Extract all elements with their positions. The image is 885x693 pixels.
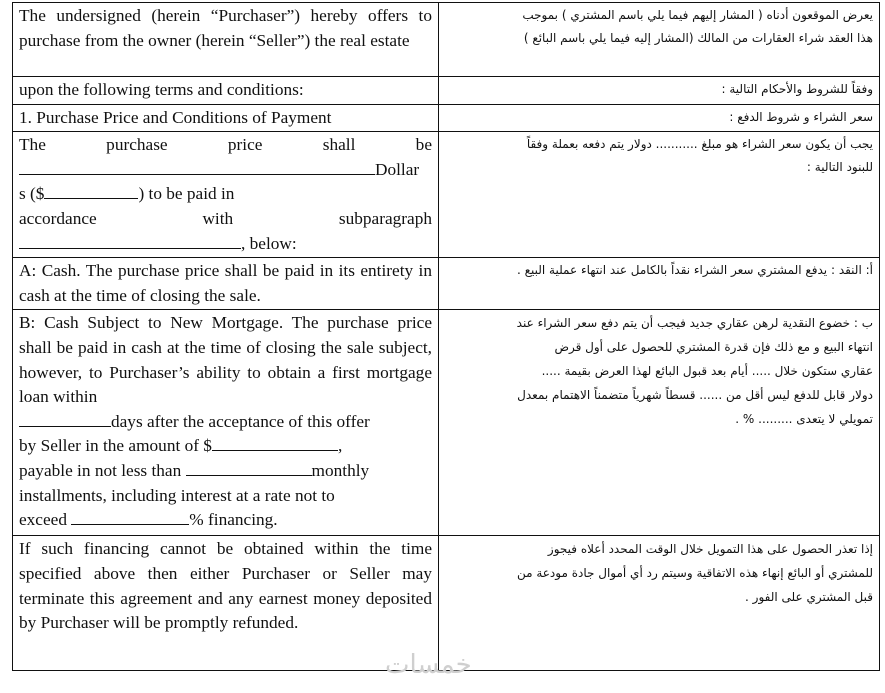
- word: Dollar: [375, 159, 420, 179]
- word: with: [202, 208, 234, 228]
- word: subparagraph: [338, 208, 432, 228]
- arabic-line: إذا تعذر الحصول على هذا التمويل خلال الوقت المحدد أعلاه فيجوز: [547, 542, 873, 557]
- arabic-line: قبل المشتري على الفور .: [745, 590, 873, 605]
- word: by Seller in the amount of $: [19, 436, 212, 456]
- arabic-line: للمشتري أو البائع إنهاء هذه الاتفاقية وسيتم رد أي أموال جادة مودعة من: [516, 566, 873, 581]
- word: days after the acceptance of this offer: [111, 411, 370, 431]
- english-text: B: Cash Subject to New Mortgage. The purchase price shall be paid in cash at the time of closing the sale subject, however, to Purchaser’s ability to obtain a first mortgage loan within: [19, 313, 432, 407]
- table-row: [13, 310, 880, 536]
- days-blank[interactable]: [19, 410, 111, 427]
- word: installments, including interest at a rate not to: [19, 485, 335, 505]
- table-row: [13, 258, 880, 310]
- arabic-line: أ: النقد : يدفع المشتري سعر الشراء نقداً بالكامل عند انتهاء عملية البيع .: [516, 263, 873, 278]
- word: ) to be paid in: [138, 184, 235, 204]
- arabic-line: انتهاء البيع و مع ذلك فإن قدرة المشتري للحصول على أول قرض: [554, 340, 873, 355]
- arabic-line: ب : خضوع النقدية لرهن عقاري جديد فيجب أن يتم دفع سعر الشراء عند: [516, 316, 873, 331]
- english-text: A: Cash. The purchase price shall be paid in its entirety in cash at the time of closing the sale.: [19, 261, 432, 305]
- arabic-line: للبنود التالية :: [806, 159, 873, 174]
- arabic-line: سعر الشراء و شروط الدفع :: [729, 109, 873, 124]
- section-heading-cell: [13, 104, 439, 132]
- english-cell: [13, 310, 439, 536]
- arabic-cell: [439, 310, 880, 536]
- arabic-line: عقاري ستكون خلال ..... أيام بعد قبول البائع لهذا العرض بقيمة .....: [541, 364, 873, 379]
- english-text: The undersigned (herein “Purchaser”) hereby offers to purchase from the owner (herein “Seller”) the real estate: [19, 6, 432, 50]
- arabic-cell: [439, 132, 880, 258]
- price-line-5: [19, 232, 432, 257]
- arabic-cell: [439, 104, 880, 132]
- word: , below:: [241, 233, 297, 253]
- mortgage-line-install: [19, 484, 432, 509]
- arabic-line: يجب أن يكون سعر الشراء هو مبلغ ........... دولار يتم دفعه بعملة وفقاً: [526, 137, 873, 152]
- arabic-cell: [439, 77, 880, 105]
- arabic-cell: [439, 258, 880, 310]
- arabic-cell: [439, 3, 880, 77]
- word: accordance: [19, 208, 97, 228]
- arabic-cell: [439, 536, 880, 671]
- price-line-2: [19, 158, 432, 183]
- table-row: [13, 104, 880, 132]
- price-line-4: [19, 207, 432, 232]
- price-line-1: [19, 133, 432, 158]
- table-row: [13, 3, 880, 77]
- rate-blank[interactable]: [71, 509, 189, 526]
- mortgage-line-payable: [19, 459, 432, 484]
- english-cell: [13, 258, 439, 310]
- word: be: [415, 135, 432, 155]
- loan-amount-blank[interactable]: [212, 435, 338, 452]
- price-amount-blank[interactable]: [19, 158, 375, 175]
- word: ,: [337, 436, 343, 456]
- english-text: upon the following terms and conditions:: [19, 80, 304, 99]
- word: shall: [322, 135, 356, 155]
- word: purchase: [106, 135, 168, 155]
- table-row: [13, 77, 880, 105]
- watermark-logo: خمسات: [385, 650, 472, 680]
- english-cell: [13, 536, 439, 671]
- arabic-line: يعرض الموقعون أدناه ( المشار إليهم فيما يلي باسم المشتري ) بموجب: [522, 8, 873, 22]
- word: The: [19, 135, 46, 155]
- installments-blank[interactable]: [186, 459, 312, 476]
- table-row: [13, 132, 880, 258]
- word: price: [227, 135, 263, 155]
- arabic-line: هذا العقد شراء العقارات من المالك (المشار إليه فيما يلي باسم البائع ): [523, 30, 873, 45]
- word: exceed: [19, 510, 67, 530]
- english-cell: [13, 132, 439, 258]
- word: monthly: [311, 460, 370, 480]
- contract-table: [12, 2, 880, 671]
- mortgage-line-amount: [19, 434, 432, 459]
- mortgage-line-exceed: [19, 508, 432, 533]
- english-text: If such financing cannot be obtained within the time specified above then either Purchaser or Seller may terminate this agreement and any earnest money deposited by Purchaser will be promptly refunded.: [19, 539, 432, 633]
- arabic-line: وفقاً للشروط والأحكام التالية :: [721, 82, 873, 96]
- subparagraph-blank[interactable]: [19, 232, 241, 249]
- word: s ($: [19, 184, 45, 204]
- mortgage-line-days: [19, 410, 432, 435]
- arabic-line: تمويلي لا يتعدى ......... % .: [735, 412, 873, 427]
- arabic-line: دولار قابل للدفع ليس أقل من ...... قسطاً شهرياً متضمناً الاهتمام بمعدل: [517, 388, 873, 403]
- word: payable in not less than: [19, 460, 182, 480]
- english-cell: [13, 3, 439, 77]
- section-heading: 1. Purchase Price and Conditions of Payment: [19, 107, 332, 127]
- english-cell: [13, 77, 439, 105]
- price-number-blank[interactable]: [44, 183, 138, 200]
- price-line-3: [19, 182, 432, 207]
- word: % financing.: [189, 510, 278, 530]
